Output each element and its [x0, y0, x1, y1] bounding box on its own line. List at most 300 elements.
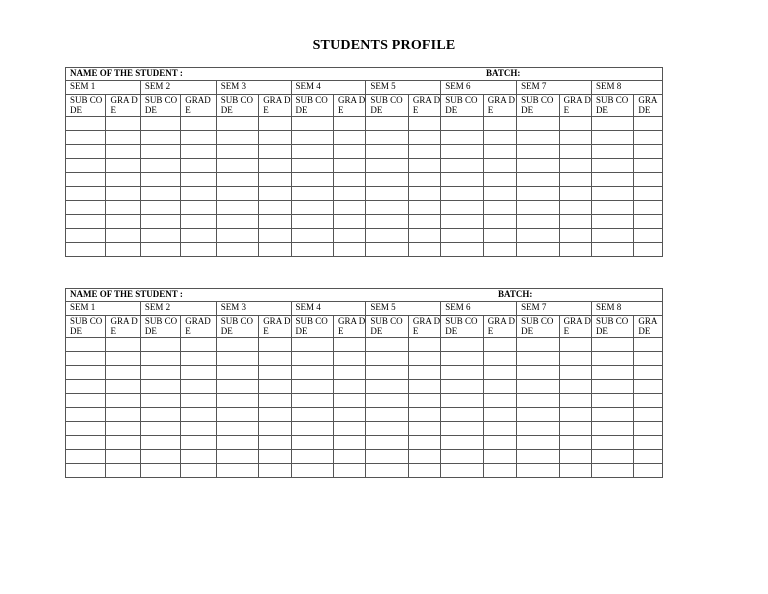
sub-code-cell[interactable]	[216, 450, 258, 464]
sub-code-cell[interactable]	[66, 229, 106, 243]
grade-cell[interactable]	[634, 422, 663, 436]
sub-code-cell[interactable]	[216, 229, 258, 243]
grade-cell[interactable]	[181, 187, 216, 201]
grade-cell[interactable]	[408, 131, 440, 145]
grade-cell[interactable]	[106, 187, 140, 201]
grade-cell[interactable]	[483, 394, 516, 408]
sub-code-cell[interactable]	[140, 159, 180, 173]
grade-cell[interactable]	[106, 131, 140, 145]
grade-cell[interactable]	[106, 145, 140, 159]
sub-code-cell[interactable]	[366, 352, 408, 366]
sub-code-cell[interactable]	[66, 450, 106, 464]
grade-cell[interactable]	[483, 187, 516, 201]
grade-cell[interactable]	[408, 229, 440, 243]
grade-cell[interactable]	[483, 380, 516, 394]
grade-cell[interactable]	[259, 145, 291, 159]
sub-code-cell[interactable]	[366, 145, 408, 159]
grade-cell[interactable]	[106, 436, 140, 450]
grade-cell[interactable]	[483, 243, 516, 257]
grade-cell[interactable]	[334, 145, 366, 159]
grade-cell[interactable]	[483, 422, 516, 436]
sub-code-cell[interactable]	[291, 464, 333, 478]
sub-code-cell[interactable]	[366, 436, 408, 450]
grade-cell[interactable]	[634, 187, 663, 201]
grade-cell[interactable]	[559, 131, 591, 145]
sub-code-cell[interactable]	[140, 229, 180, 243]
sub-code-cell[interactable]	[517, 159, 559, 173]
grade-cell[interactable]	[181, 436, 216, 450]
sub-code-cell[interactable]	[591, 243, 633, 257]
grade-cell[interactable]	[634, 201, 663, 215]
grade-cell[interactable]	[106, 229, 140, 243]
grade-cell[interactable]	[334, 338, 366, 352]
sub-code-cell[interactable]	[140, 173, 180, 187]
grade-cell[interactable]	[559, 173, 591, 187]
sub-code-cell[interactable]	[441, 464, 483, 478]
sub-code-cell[interactable]	[517, 243, 559, 257]
grade-cell[interactable]	[106, 352, 140, 366]
sub-code-cell[interactable]	[591, 464, 633, 478]
sub-code-cell[interactable]	[441, 366, 483, 380]
sub-code-cell[interactable]	[291, 366, 333, 380]
sub-code-cell[interactable]	[517, 352, 559, 366]
grade-cell[interactable]	[634, 450, 663, 464]
grade-cell[interactable]	[408, 464, 440, 478]
grade-cell[interactable]	[106, 394, 140, 408]
sub-code-cell[interactable]	[216, 408, 258, 422]
sub-code-cell[interactable]	[66, 408, 106, 422]
sub-code-cell[interactable]	[140, 131, 180, 145]
sub-code-cell[interactable]	[591, 352, 633, 366]
sub-code-cell[interactable]	[517, 145, 559, 159]
sub-code-cell[interactable]	[441, 380, 483, 394]
sub-code-cell[interactable]	[366, 173, 408, 187]
grade-cell[interactable]	[181, 145, 216, 159]
grade-cell[interactable]	[334, 408, 366, 422]
grade-cell[interactable]	[259, 422, 291, 436]
grade-cell[interactable]	[181, 464, 216, 478]
grade-cell[interactable]	[259, 394, 291, 408]
sub-code-cell[interactable]	[591, 187, 633, 201]
grade-cell[interactable]	[106, 201, 140, 215]
grade-cell[interactable]	[259, 173, 291, 187]
grade-cell[interactable]	[634, 408, 663, 422]
sub-code-cell[interactable]	[517, 394, 559, 408]
sub-code-cell[interactable]	[517, 187, 559, 201]
grade-cell[interactable]	[106, 173, 140, 187]
sub-code-cell[interactable]	[216, 243, 258, 257]
grade-cell[interactable]	[334, 394, 366, 408]
grade-cell[interactable]	[334, 173, 366, 187]
sub-code-cell[interactable]	[517, 131, 559, 145]
sub-code-cell[interactable]	[441, 436, 483, 450]
grade-cell[interactable]	[559, 436, 591, 450]
sub-code-cell[interactable]	[66, 173, 106, 187]
sub-code-cell[interactable]	[366, 450, 408, 464]
sub-code-cell[interactable]	[366, 229, 408, 243]
sub-code-cell[interactable]	[140, 215, 180, 229]
sub-code-cell[interactable]	[140, 408, 180, 422]
sub-code-cell[interactable]	[591, 201, 633, 215]
grade-cell[interactable]	[259, 229, 291, 243]
sub-code-cell[interactable]	[216, 436, 258, 450]
grade-cell[interactable]	[259, 187, 291, 201]
sub-code-cell[interactable]	[66, 380, 106, 394]
grade-cell[interactable]	[181, 215, 216, 229]
sub-code-cell[interactable]	[366, 131, 408, 145]
grade-cell[interactable]	[334, 422, 366, 436]
grade-cell[interactable]	[634, 338, 663, 352]
grade-cell[interactable]	[483, 117, 516, 131]
sub-code-cell[interactable]	[591, 229, 633, 243]
sub-code-cell[interactable]	[66, 464, 106, 478]
sub-code-cell[interactable]	[591, 145, 633, 159]
grade-cell[interactable]	[559, 408, 591, 422]
grade-cell[interactable]	[634, 352, 663, 366]
sub-code-cell[interactable]	[591, 436, 633, 450]
sub-code-cell[interactable]	[66, 366, 106, 380]
sub-code-cell[interactable]	[216, 159, 258, 173]
sub-code-cell[interactable]	[140, 436, 180, 450]
grade-cell[interactable]	[559, 338, 591, 352]
sub-code-cell[interactable]	[66, 394, 106, 408]
sub-code-cell[interactable]	[66, 131, 106, 145]
sub-code-cell[interactable]	[441, 187, 483, 201]
sub-code-cell[interactable]	[366, 117, 408, 131]
grade-cell[interactable]	[408, 408, 440, 422]
sub-code-cell[interactable]	[140, 201, 180, 215]
sub-code-cell[interactable]	[216, 464, 258, 478]
grade-cell[interactable]	[181, 422, 216, 436]
grade-cell[interactable]	[181, 338, 216, 352]
grade-cell[interactable]	[181, 159, 216, 173]
grade-cell[interactable]	[559, 159, 591, 173]
sub-code-cell[interactable]	[441, 422, 483, 436]
sub-code-cell[interactable]	[291, 215, 333, 229]
sub-code-cell[interactable]	[366, 243, 408, 257]
grade-cell[interactable]	[334, 366, 366, 380]
sub-code-cell[interactable]	[441, 352, 483, 366]
grade-cell[interactable]	[408, 380, 440, 394]
sub-code-cell[interactable]	[517, 229, 559, 243]
sub-code-cell[interactable]	[291, 159, 333, 173]
sub-code-cell[interactable]	[140, 187, 180, 201]
sub-code-cell[interactable]	[366, 464, 408, 478]
grade-cell[interactable]	[334, 131, 366, 145]
sub-code-cell[interactable]	[66, 145, 106, 159]
sub-code-cell[interactable]	[591, 366, 633, 380]
grade-cell[interactable]	[408, 145, 440, 159]
sub-code-cell[interactable]	[517, 380, 559, 394]
sub-code-cell[interactable]	[140, 464, 180, 478]
sub-code-cell[interactable]	[517, 450, 559, 464]
student-name-row[interactable]	[66, 68, 663, 81]
grade-cell[interactable]	[181, 380, 216, 394]
grade-cell[interactable]	[259, 408, 291, 422]
grade-cell[interactable]	[259, 131, 291, 145]
grade-cell[interactable]	[106, 243, 140, 257]
sub-code-cell[interactable]	[366, 422, 408, 436]
sub-code-cell[interactable]	[291, 187, 333, 201]
grade-cell[interactable]	[408, 159, 440, 173]
sub-code-cell[interactable]	[291, 229, 333, 243]
sub-code-cell[interactable]	[366, 366, 408, 380]
grade-cell[interactable]	[181, 131, 216, 145]
grade-cell[interactable]	[559, 366, 591, 380]
sub-code-cell[interactable]	[291, 173, 333, 187]
grade-cell[interactable]	[106, 117, 140, 131]
sub-code-cell[interactable]	[441, 173, 483, 187]
sub-code-cell[interactable]	[441, 145, 483, 159]
sub-code-cell[interactable]	[291, 338, 333, 352]
sub-code-cell[interactable]	[216, 338, 258, 352]
sub-code-cell[interactable]	[140, 352, 180, 366]
grade-cell[interactable]	[408, 117, 440, 131]
sub-code-cell[interactable]	[366, 201, 408, 215]
sub-code-cell[interactable]	[517, 366, 559, 380]
grade-cell[interactable]	[559, 215, 591, 229]
sub-code-cell[interactable]	[591, 338, 633, 352]
grade-cell[interactable]	[634, 229, 663, 243]
sub-code-cell[interactable]	[517, 408, 559, 422]
sub-code-cell[interactable]	[216, 201, 258, 215]
sub-code-cell[interactable]	[441, 201, 483, 215]
sub-code-cell[interactable]	[591, 450, 633, 464]
sub-code-cell[interactable]	[517, 173, 559, 187]
grade-cell[interactable]	[181, 394, 216, 408]
grade-cell[interactable]	[483, 145, 516, 159]
grade-cell[interactable]	[483, 173, 516, 187]
grade-cell[interactable]	[259, 243, 291, 257]
sub-code-cell[interactable]	[366, 338, 408, 352]
grade-cell[interactable]	[334, 352, 366, 366]
grade-cell[interactable]	[483, 464, 516, 478]
grade-cell[interactable]	[483, 352, 516, 366]
sub-code-cell[interactable]	[140, 338, 180, 352]
grade-cell[interactable]	[634, 215, 663, 229]
sub-code-cell[interactable]	[291, 450, 333, 464]
sub-code-cell[interactable]	[66, 215, 106, 229]
grade-cell[interactable]	[483, 229, 516, 243]
sub-code-cell[interactable]	[140, 243, 180, 257]
grade-cell[interactable]	[634, 394, 663, 408]
grade-cell[interactable]	[334, 201, 366, 215]
grade-cell[interactable]	[634, 464, 663, 478]
sub-code-cell[interactable]	[66, 352, 106, 366]
sub-code-cell[interactable]	[441, 408, 483, 422]
grade-cell[interactable]	[559, 201, 591, 215]
grade-cell[interactable]	[408, 366, 440, 380]
grade-cell[interactable]	[559, 229, 591, 243]
sub-code-cell[interactable]	[140, 380, 180, 394]
grade-cell[interactable]	[483, 366, 516, 380]
grade-cell[interactable]	[259, 338, 291, 352]
sub-code-cell[interactable]	[441, 450, 483, 464]
grade-cell[interactable]	[559, 145, 591, 159]
sub-code-cell[interactable]	[291, 131, 333, 145]
sub-code-cell[interactable]	[216, 366, 258, 380]
grade-cell[interactable]	[634, 380, 663, 394]
grade-cell[interactable]	[259, 352, 291, 366]
sub-code-cell[interactable]	[441, 394, 483, 408]
grade-cell[interactable]	[334, 187, 366, 201]
grade-cell[interactable]	[106, 422, 140, 436]
grade-cell[interactable]	[334, 243, 366, 257]
grade-cell[interactable]	[106, 464, 140, 478]
grade-cell[interactable]	[559, 450, 591, 464]
grade-cell[interactable]	[259, 215, 291, 229]
grade-cell[interactable]	[408, 450, 440, 464]
grade-cell[interactable]	[259, 117, 291, 131]
grade-cell[interactable]	[181, 450, 216, 464]
sub-code-cell[interactable]	[291, 117, 333, 131]
sub-code-cell[interactable]	[441, 229, 483, 243]
grade-cell[interactable]	[559, 243, 591, 257]
grade-cell[interactable]	[106, 159, 140, 173]
sub-code-cell[interactable]	[366, 380, 408, 394]
sub-code-cell[interactable]	[366, 159, 408, 173]
sub-code-cell[interactable]	[216, 352, 258, 366]
sub-code-cell[interactable]	[441, 159, 483, 173]
sub-code-cell[interactable]	[441, 338, 483, 352]
sub-code-cell[interactable]	[517, 422, 559, 436]
grade-cell[interactable]	[634, 173, 663, 187]
grade-cell[interactable]	[181, 117, 216, 131]
grade-cell[interactable]	[408, 352, 440, 366]
sub-code-cell[interactable]	[517, 464, 559, 478]
sub-code-cell[interactable]	[66, 338, 106, 352]
student-name-row[interactable]	[66, 289, 663, 302]
grade-cell[interactable]	[483, 338, 516, 352]
grade-cell[interactable]	[483, 201, 516, 215]
grade-cell[interactable]	[334, 117, 366, 131]
grade-cell[interactable]	[106, 450, 140, 464]
grade-cell[interactable]	[334, 229, 366, 243]
grade-cell[interactable]	[106, 408, 140, 422]
sub-code-cell[interactable]	[591, 380, 633, 394]
sub-code-cell[interactable]	[66, 187, 106, 201]
sub-code-cell[interactable]	[216, 422, 258, 436]
sub-code-cell[interactable]	[66, 159, 106, 173]
grade-cell[interactable]	[483, 408, 516, 422]
sub-code-cell[interactable]	[517, 117, 559, 131]
grade-cell[interactable]	[259, 464, 291, 478]
sub-code-cell[interactable]	[216, 145, 258, 159]
grade-cell[interactable]	[334, 450, 366, 464]
sub-code-cell[interactable]	[366, 187, 408, 201]
sub-code-cell[interactable]	[291, 380, 333, 394]
sub-code-cell[interactable]	[591, 117, 633, 131]
sub-code-cell[interactable]	[591, 422, 633, 436]
sub-code-cell[interactable]	[291, 422, 333, 436]
sub-code-cell[interactable]	[441, 215, 483, 229]
grade-cell[interactable]	[634, 243, 663, 257]
grade-cell[interactable]	[259, 366, 291, 380]
sub-code-cell[interactable]	[441, 131, 483, 145]
grade-cell[interactable]	[334, 380, 366, 394]
grade-cell[interactable]	[408, 394, 440, 408]
grade-cell[interactable]	[408, 243, 440, 257]
sub-code-cell[interactable]	[66, 436, 106, 450]
sub-code-cell[interactable]	[517, 215, 559, 229]
sub-code-cell[interactable]	[291, 201, 333, 215]
sub-code-cell[interactable]	[366, 215, 408, 229]
grade-cell[interactable]	[559, 394, 591, 408]
grade-cell[interactable]	[181, 229, 216, 243]
grade-cell[interactable]	[106, 338, 140, 352]
sub-code-cell[interactable]	[591, 173, 633, 187]
sub-code-cell[interactable]	[66, 117, 106, 131]
grade-cell[interactable]	[483, 450, 516, 464]
sub-code-cell[interactable]	[140, 366, 180, 380]
grade-cell[interactable]	[259, 159, 291, 173]
grade-cell[interactable]	[259, 450, 291, 464]
sub-code-cell[interactable]	[140, 394, 180, 408]
sub-code-cell[interactable]	[591, 131, 633, 145]
grade-cell[interactable]	[334, 436, 366, 450]
sub-code-cell[interactable]	[291, 145, 333, 159]
sub-code-cell[interactable]	[216, 131, 258, 145]
grade-cell[interactable]	[106, 366, 140, 380]
sub-code-cell[interactable]	[517, 201, 559, 215]
sub-code-cell[interactable]	[216, 187, 258, 201]
sub-code-cell[interactable]	[366, 408, 408, 422]
grade-cell[interactable]	[181, 201, 216, 215]
grade-cell[interactable]	[634, 436, 663, 450]
sub-code-cell[interactable]	[66, 422, 106, 436]
grade-cell[interactable]	[408, 436, 440, 450]
sub-code-cell[interactable]	[140, 450, 180, 464]
grade-cell[interactable]	[259, 201, 291, 215]
sub-code-cell[interactable]	[291, 436, 333, 450]
grade-cell[interactable]	[559, 352, 591, 366]
grade-cell[interactable]	[559, 117, 591, 131]
grade-cell[interactable]	[408, 187, 440, 201]
sub-code-cell[interactable]	[216, 394, 258, 408]
grade-cell[interactable]	[408, 338, 440, 352]
sub-code-cell[interactable]	[291, 394, 333, 408]
grade-cell[interactable]	[559, 380, 591, 394]
grade-cell[interactable]	[634, 159, 663, 173]
sub-code-cell[interactable]	[216, 117, 258, 131]
sub-code-cell[interactable]	[366, 394, 408, 408]
grade-cell[interactable]	[334, 464, 366, 478]
grade-cell[interactable]	[408, 173, 440, 187]
grade-cell[interactable]	[483, 131, 516, 145]
sub-code-cell[interactable]	[216, 380, 258, 394]
grade-cell[interactable]	[408, 422, 440, 436]
sub-code-cell[interactable]	[66, 201, 106, 215]
sub-code-cell[interactable]	[216, 215, 258, 229]
sub-code-cell[interactable]	[291, 408, 333, 422]
grade-cell[interactable]	[559, 187, 591, 201]
sub-code-cell[interactable]	[291, 243, 333, 257]
grade-cell[interactable]	[483, 436, 516, 450]
grade-cell[interactable]	[181, 243, 216, 257]
sub-code-cell[interactable]	[517, 338, 559, 352]
grade-cell[interactable]	[559, 464, 591, 478]
grade-cell[interactable]	[408, 201, 440, 215]
grade-cell[interactable]	[181, 352, 216, 366]
grade-cell[interactable]	[181, 173, 216, 187]
grade-cell[interactable]	[483, 215, 516, 229]
sub-code-cell[interactable]	[216, 173, 258, 187]
sub-code-cell[interactable]	[591, 394, 633, 408]
sub-code-cell[interactable]	[591, 215, 633, 229]
grade-cell[interactable]	[559, 422, 591, 436]
sub-code-cell[interactable]	[140, 145, 180, 159]
grade-cell[interactable]	[106, 380, 140, 394]
